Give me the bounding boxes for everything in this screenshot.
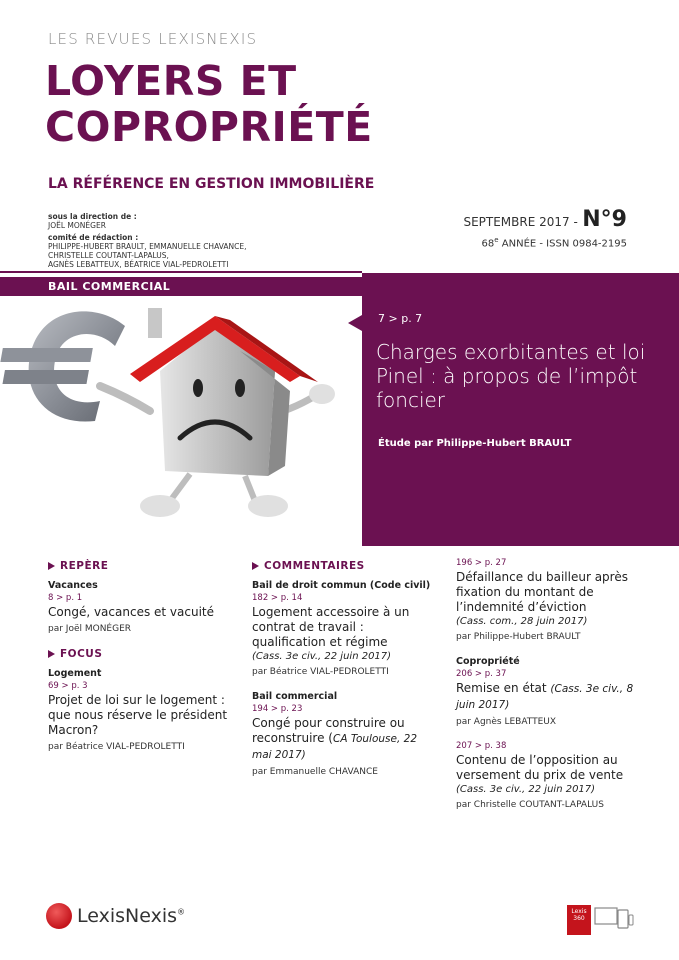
- page-ref: 194 > p. 23: [252, 704, 303, 714]
- list-item: [456, 558, 636, 642]
- article-author: par Joël MONÉGER: [48, 624, 132, 634]
- article-citation: (Cass. com., 28 juin 2017): [456, 616, 588, 627]
- article-title: Défaillance du bailleur après fixation du montant de l’indemnité d’éviction: [456, 570, 628, 614]
- issue-number: N°9: [582, 207, 627, 232]
- article-author: par Philippe-Hubert BRAULT: [456, 632, 581, 642]
- article-author: par Béatrice VIAL-PEDROLETTI: [48, 742, 185, 752]
- page-ref: 206 > p. 37: [456, 669, 507, 679]
- badge-line-1: Lexis: [571, 908, 587, 915]
- title-line-2: COPROPRIÉTÉ: [45, 103, 373, 151]
- section-head-repere: [48, 560, 228, 572]
- article-author: par Béatrice VIAL-PEDROLETTI: [252, 667, 389, 677]
- list-item: [48, 580, 228, 634]
- section-head-label: COMMENTAIRES: [264, 560, 365, 572]
- column-1: [48, 560, 228, 766]
- article-citation: (Cass. 3e civ., 8 juin 2017): [456, 683, 634, 711]
- committee-label: comité de rédaction :: [48, 233, 139, 242]
- cover-illustration: [0, 296, 362, 546]
- feature-pointer: [348, 315, 362, 331]
- sad-house-euro-icon: [0, 296, 362, 546]
- list-item: [252, 580, 432, 677]
- list-item: [456, 741, 636, 810]
- lexisnexis-mark-icon: [46, 903, 72, 929]
- section-head-label: REPÈRE: [60, 560, 109, 572]
- rubric: Logement: [48, 668, 102, 679]
- committee-line-3: AGNÈS LEBATTEUX, BÉATRICE VIAL-PEDROLETTI: [48, 260, 229, 269]
- section-head-commentaires: [252, 560, 432, 572]
- page-ref: 8 > p. 1: [48, 593, 83, 603]
- page-ref: 182 > p. 14: [252, 593, 303, 603]
- issue-info: [463, 207, 627, 249]
- column-3: [456, 558, 636, 824]
- list-item: [456, 656, 636, 727]
- year-issn-text: ANNÉE - ISSN 0984-2195: [498, 238, 627, 250]
- editorial-direction: [48, 212, 246, 269]
- article-citation: CA Toulouse, 22 mai 2017): [252, 733, 417, 761]
- logo-text: [77, 905, 185, 927]
- article-title: [456, 681, 636, 713]
- article-title: Logement accessoire à un contrat de travail : qualification et régime: [252, 605, 410, 649]
- issue-year-issn: [463, 236, 627, 249]
- feature-title: Charges exorbitantes et loi Pinel : à propos de l’impôt foncier: [376, 340, 646, 412]
- lexis360-badge: [567, 905, 591, 935]
- rubric: Bail de droit commun (Code civil): [252, 580, 431, 591]
- article-title: Congé, vacances et vacuité: [48, 605, 214, 619]
- direction-label: sous la direction de :: [48, 212, 137, 221]
- section-head-focus: [48, 648, 228, 660]
- title-line-1: LOYERS ET: [45, 57, 297, 105]
- article-title-text: Remise en état: [456, 681, 551, 695]
- registered-mark: ®: [177, 907, 186, 917]
- article-author: par Christelle COUTANT-LAPALUS: [456, 800, 604, 810]
- year-suffix: e: [494, 236, 499, 244]
- page-ref: 207 > p. 38: [456, 741, 507, 751]
- article-title: Contenu de l’opposition au versement du prix de vente: [456, 753, 624, 782]
- column-2: [252, 560, 432, 791]
- committee-line-1: PHILIPPE-HUBERT BRAULT, EMMANUELLE CHAVANCE,: [48, 242, 247, 251]
- article-citation: (Cass. 3e civ., 22 juin 2017): [456, 784, 596, 795]
- feature-author: Étude par Philippe-Hubert BRAULT: [378, 438, 572, 449]
- article-author: par Agnès LEBATTEUX: [456, 717, 557, 727]
- article-title: [252, 716, 432, 763]
- header-rule: [0, 271, 362, 273]
- badge-line-2: 360: [573, 915, 585, 922]
- series-name: LES REVUES LEXISNEXIS: [48, 30, 258, 48]
- triangle-icon: [48, 562, 55, 570]
- year-number: 68: [481, 238, 495, 250]
- article-title: Projet de loi sur le logement : que nous réserve le président Macron?: [48, 693, 228, 737]
- logo-name: LexisNexis: [77, 905, 178, 927]
- triangle-icon: [48, 650, 55, 658]
- committee-line-2: CHRISTELLE COUTANT-LAPALUS,: [48, 251, 169, 260]
- section-band: [0, 277, 362, 296]
- list-item: [252, 691, 432, 777]
- rubric: Copropriété: [456, 656, 520, 667]
- section-label: BAIL COMMERCIAL: [48, 280, 171, 293]
- article-title-text: Congé pour construire ou reconstruire (: [252, 716, 405, 745]
- rubric: Bail commercial: [252, 691, 338, 702]
- triangle-icon: [252, 562, 259, 570]
- section-head-label: FOCUS: [60, 648, 103, 660]
- article-citation: (Cass. 3e civ., 22 juin 2017): [252, 651, 392, 662]
- page-ref: 196 > p. 27: [456, 558, 507, 568]
- list-item: [48, 668, 228, 752]
- feature-ref: 7 > p. 7: [378, 312, 423, 325]
- devices-icon: [594, 907, 634, 938]
- issue-date: SEPTEMBRE 2017 -: [463, 215, 578, 229]
- lexisnexis-logo: [46, 903, 185, 929]
- rubric: Vacances: [48, 580, 98, 591]
- page-ref: 69 > p. 3: [48, 681, 88, 691]
- director-name: JOËL MONÉGER: [48, 221, 106, 230]
- article-author: par Emmanuelle CHAVANCE: [252, 767, 378, 777]
- journal-subtitle: LA RÉFÉRENCE EN GESTION IMMOBILIÈRE: [48, 176, 375, 192]
- journal-title: [45, 58, 373, 150]
